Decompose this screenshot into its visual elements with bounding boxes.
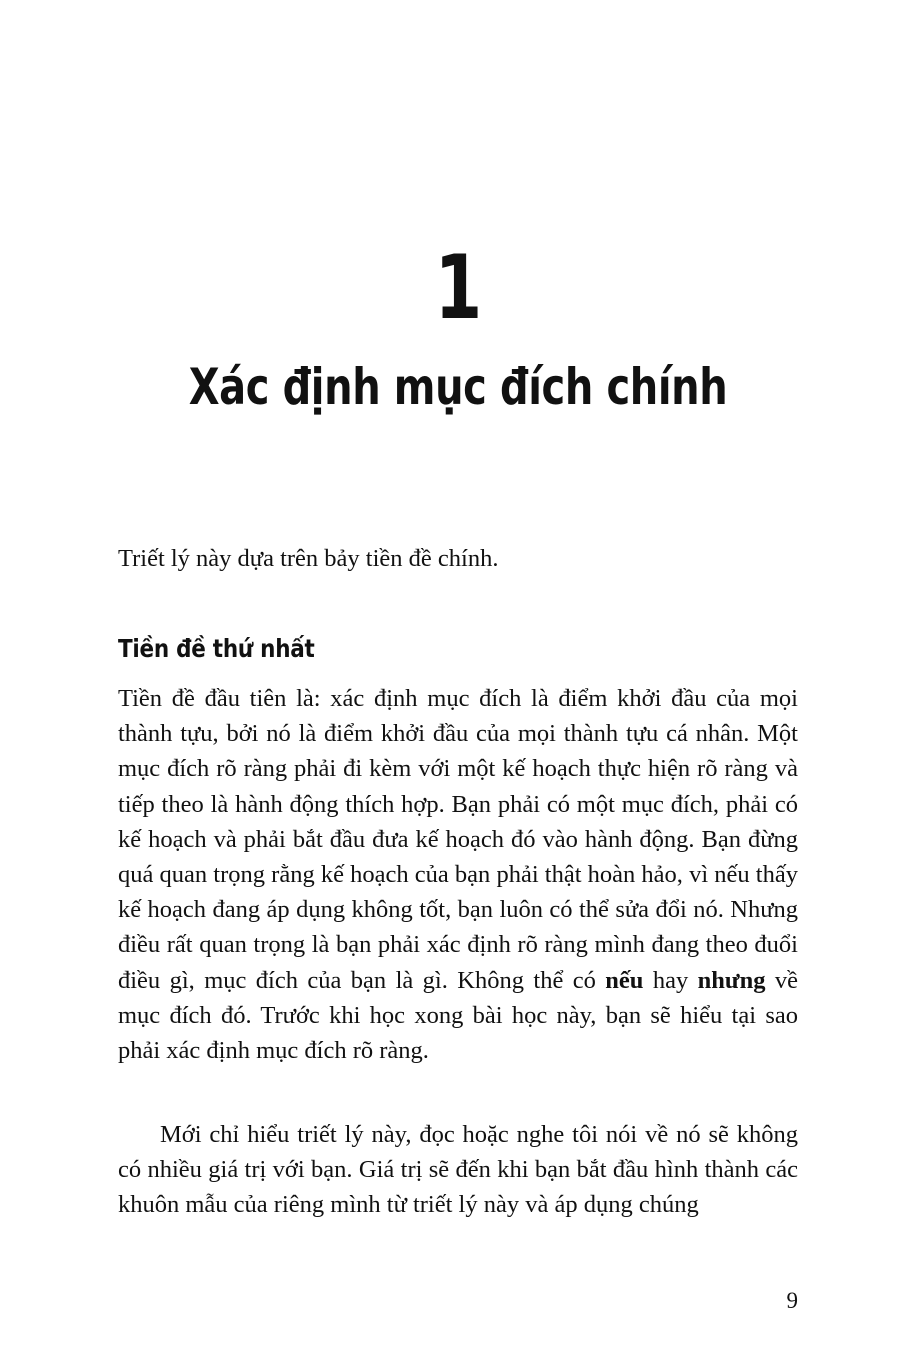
intro-sentence: Triết lý này dựa trên bảy tiền đề chính.: [118, 545, 499, 572]
paragraph-1-text-b: hay: [643, 966, 698, 994]
chapter-number: 1: [434, 236, 482, 339]
page-number: 9: [786, 1288, 798, 1313]
body-paragraph-1: [118, 681, 798, 1068]
body-paragraph-2: Mới chỉ hiểu triết lý này, đọc hoặc nghe tôi nói về nó sẽ không có nhiều giá trị với bạn. Giá trị sẽ đến khi bạn bắt đầu hình thành các khuôn mẫu của riêng mình từ triết lý này và áp dụng chúng: [118, 1121, 798, 1219]
chapter-title: Xác định mục đích chính: [188, 358, 728, 416]
emphasis-neu: nếu: [605, 966, 644, 994]
section-heading: Tiền đề thứ nhất: [118, 634, 315, 663]
paragraph-1-text-a: Tiền đề đầu tiên là: xác định mục đích là điểm khởi đầu của mọi thành tựu, bởi nó là điểm khởi đầu của mọi thành tựu cá nhân. Một mục đích rõ ràng phải đi kèm với một kế hoạch thực hiện rõ ràng và tiếp theo là hành động thích hợp. Bạn phải có một mục đích, phải có kế hoạch và phải bắt đầu đưa kế hoạch đó vào hành động. Bạn đừng quá quan trọng rằng kế hoạch của bạn phải thật hoàn hảo, vì nếu thấy kế hoạch đang áp dụng không tốt, bạn luôn có thể sửa đổi nó. Nhưng điều rất quan trọng là bạn phải xác định rõ ràng mình đang theo đuổi điều gì, mục đích của bạn là gì. Không thể có: [118, 685, 798, 994]
emphasis-nhung: nhưng: [697, 966, 766, 994]
paragraph-1-text-c: về mục đích đó. Trước khi học xong bài học này, bạn sẽ hiểu tại sao phải xác định mục đích rõ ràng.: [118, 966, 798, 1065]
